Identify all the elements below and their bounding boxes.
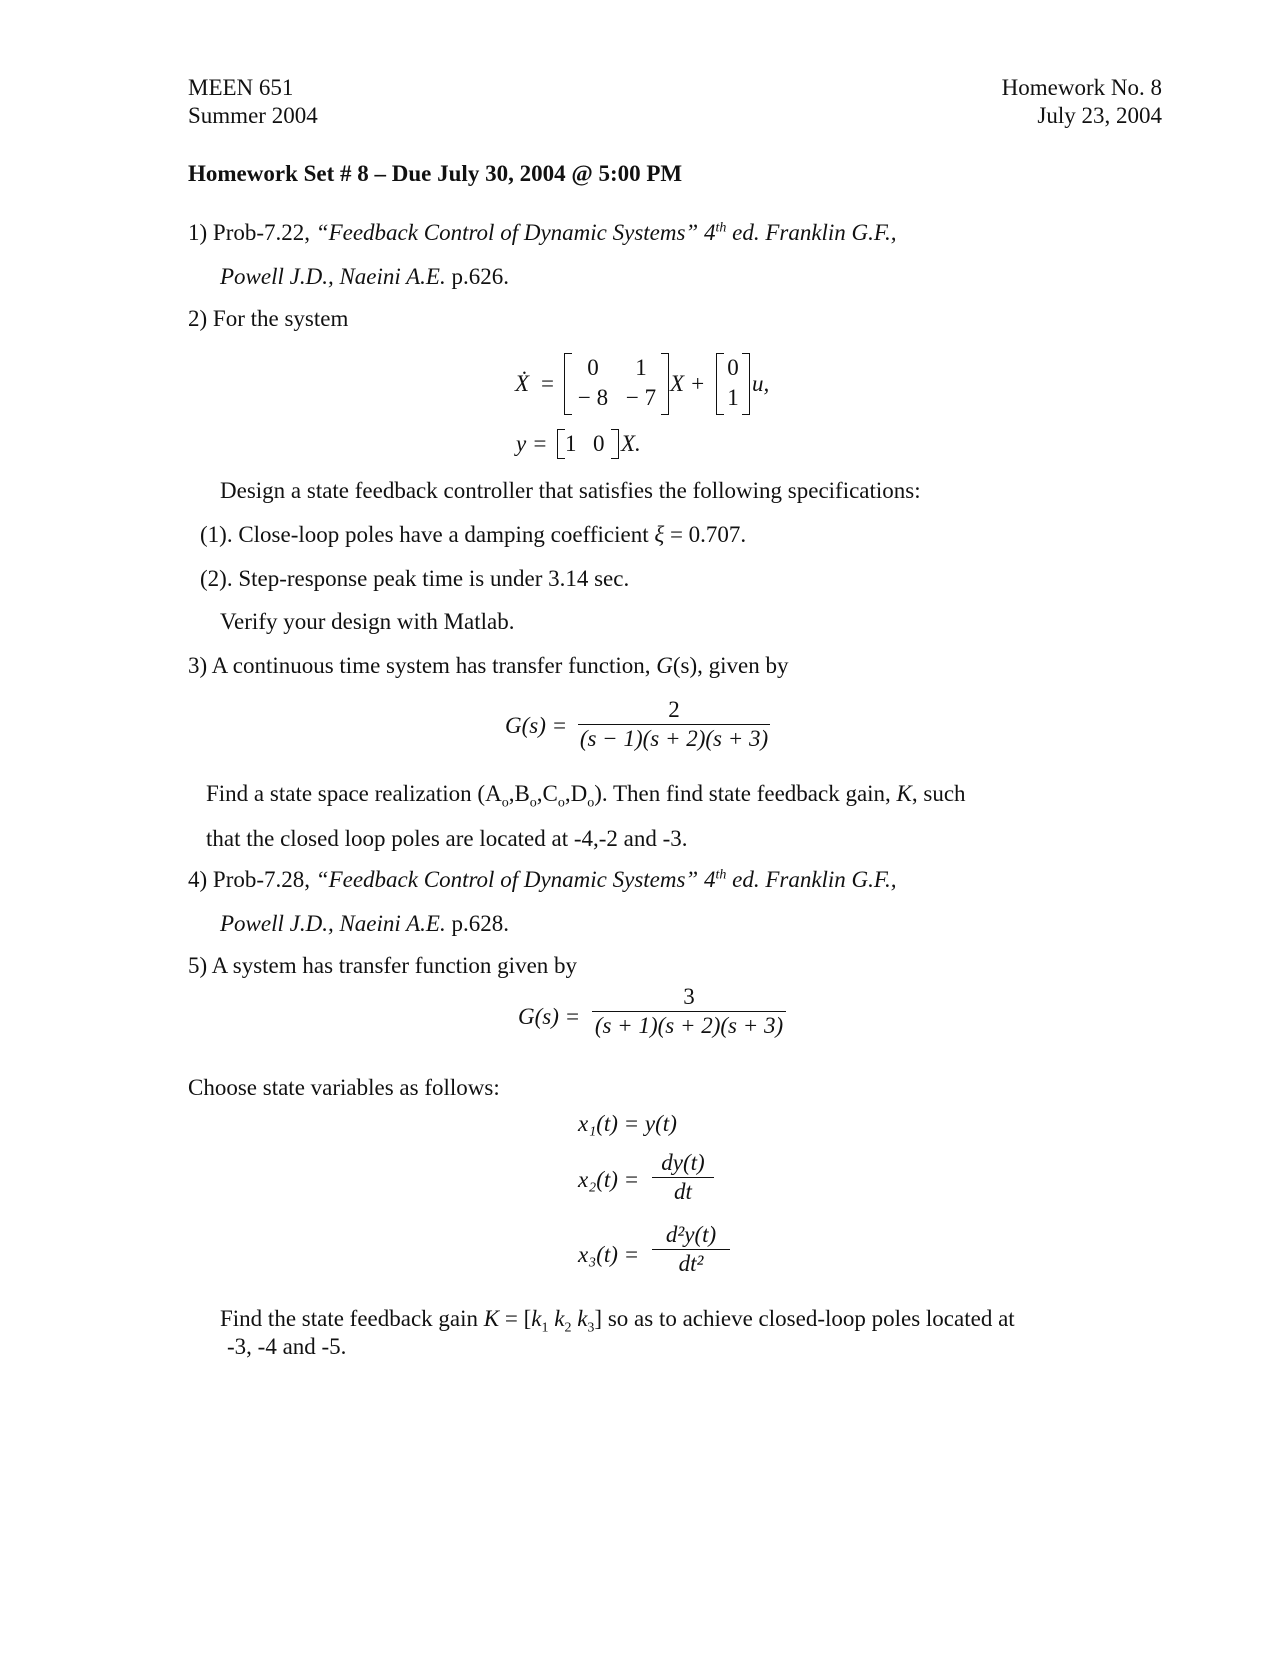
input-u: u, <box>752 371 770 396</box>
x-dot: Ẋ <box>515 371 530 396</box>
state-x2-denominator: dt <box>674 1179 692 1205</box>
tf-2-fraction <box>592 984 786 1039</box>
gain-k: K <box>483 1306 500 1331</box>
homework-date: July 23, 2004 <box>1037 103 1162 128</box>
state-x2-numerator: dy(t) <box>661 1150 705 1175</box>
problem-3 <box>188 653 789 679</box>
problem-3-find <box>206 781 966 812</box>
tf-2-lhs: G(s) = <box>518 1004 581 1029</box>
problem-3-s-arg: (s) <box>672 653 698 678</box>
subscript-1: 1 <box>541 1320 549 1336</box>
problem-5-find-text: Find the state feedback gain <box>220 1306 484 1331</box>
spec-1 <box>200 522 746 548</box>
problem-3-intro-end: , given by <box>697 653 789 678</box>
gain-k1: k <box>531 1306 542 1331</box>
problem-4-authors2: Powell J.D., Naeini A.E. <box>220 911 446 936</box>
matrix-a-cell: 0 <box>587 355 599 380</box>
equals-sign: = <box>541 371 554 396</box>
problem-2-design: Design a state feedback controller that satisfies the following specifications: <box>220 478 921 503</box>
problem-4-number: 4) <box>188 867 208 892</box>
b-label: ,B <box>508 781 530 806</box>
subscript-o: o <box>557 795 565 811</box>
problem-4-authors: ed. Franklin G.F., <box>726 867 897 892</box>
problem-1-sup: th <box>715 220 727 236</box>
state-x3-lhs: x₃(t) = <box>578 1242 640 1267</box>
problem-5-intro: A system has transfer function given by <box>211 953 578 978</box>
matrix-b-cell: 1 <box>727 385 739 410</box>
problem-5 <box>188 953 577 979</box>
matrix-a <box>564 353 669 415</box>
state-x3-denominator: dt² <box>678 1251 704 1277</box>
problem-4-sup: th <box>715 867 727 883</box>
xi-symbol: ξ <box>654 522 665 547</box>
state-x3-numerator: d²y(t) <box>665 1222 717 1247</box>
spec-1-text: (1). Close-loop poles have a damping coefficient <box>200 522 655 547</box>
matrix-c-cell: 1 <box>565 431 577 456</box>
state-x2-lhs: x₂(t) = <box>578 1167 640 1192</box>
problem-5-find <box>220 1306 1015 1337</box>
subscript-o: o <box>529 795 537 811</box>
state-x3-fraction <box>652 1222 730 1277</box>
problem-1-authors: ed. Franklin G.F., <box>726 220 897 245</box>
state-x1: x₁(t) = y(t) <box>578 1111 677 1136</box>
course-code: MEEN 651 <box>188 75 294 100</box>
problem-2 <box>188 306 348 332</box>
problem-2-number: 2) <box>188 306 208 331</box>
d-label: ,D <box>564 781 588 806</box>
state-x2-fraction <box>652 1150 714 1205</box>
problem-2-intro: For the system <box>212 306 349 331</box>
output-rhs: X. <box>621 431 641 456</box>
tf-1-denominator: (s − 1)(s + 2)(s + 3) <box>579 726 769 752</box>
problem-3-intro: 3) A continuous time system has transfer function, <box>188 653 657 678</box>
output-lhs: y = <box>516 431 548 456</box>
problem-1-authors2: Powell J.D., Naeini A.E. <box>220 264 446 289</box>
matrix-a-cell: − 8 <box>577 385 609 410</box>
problem-3-find-end: , such <box>911 781 966 806</box>
problem-4 <box>188 867 897 893</box>
problem-5-bracket: = [ <box>499 1306 532 1331</box>
problem-1 <box>188 220 897 246</box>
c-label: ,C <box>536 781 558 806</box>
problem-3-line2: that the closed loop poles are located at -4,-2 and -3. <box>206 826 688 851</box>
problem-1-line2 <box>220 264 509 290</box>
problem-4-page: p.628. <box>445 911 509 936</box>
problem-4-line2 <box>220 911 509 937</box>
spec-1-value: = 0.707. <box>664 522 747 547</box>
term: Summer 2004 <box>188 103 318 128</box>
problem-3-find-text: Find a state space realization (A <box>206 781 502 806</box>
problem-1-page: p.626. <box>445 264 509 289</box>
tf-1-fraction <box>578 697 770 752</box>
gain-k3: k <box>577 1306 588 1331</box>
problem-4-ref: Prob-7.28, <box>212 867 316 892</box>
page-title: Homework Set # 8 – Due July 30, 2004 @ 5:00 PM <box>188 161 683 186</box>
matrix-b-cell: 0 <box>727 355 739 380</box>
matrix-a-cell: 1 <box>635 355 647 380</box>
problem-1-number: 1) <box>188 220 208 245</box>
gain-k2: k <box>554 1306 565 1331</box>
subscript-o: o <box>501 795 509 811</box>
matrix-c <box>557 429 619 459</box>
problem-3-g: G <box>656 653 673 678</box>
matrix-b <box>716 353 750 415</box>
problem-5-number: 5) <box>188 953 208 978</box>
subscript-2: 2 <box>564 1320 572 1336</box>
gain-k: K <box>896 781 912 806</box>
subscript-o: o <box>587 795 595 811</box>
tf-2-denominator: (s + 1)(s + 2)(s + 3) <box>594 1013 784 1039</box>
matrix-c-cell: 0 <box>593 431 605 456</box>
subscript-3: 3 <box>587 1320 595 1336</box>
tf-1-lhs: G(s) = <box>505 713 568 738</box>
problem-5-find-end: ] so as to achieve closed-loop poles located at <box>594 1306 1015 1331</box>
problem-3-find-mid: ). Then find state feedback gain, <box>594 781 897 806</box>
problem-4-book: “Feedback Control of Dynamic Systems” 4 <box>315 867 716 892</box>
problem-1-book: “Feedback Control of Dynamic Systems” 4 <box>315 220 716 245</box>
problem-1-ref: Prob-7.22, <box>212 220 316 245</box>
problem-5-choose: Choose state variables as follows: <box>188 1075 500 1100</box>
matrix-a-cell: − 7 <box>625 385 657 410</box>
tf-1-numerator: 2 <box>668 697 680 722</box>
tf-2-numerator: 3 <box>683 984 695 1009</box>
problem-5-poles: -3, -4 and -5. <box>227 1334 347 1359</box>
homework-number: Homework No. 8 <box>1001 75 1162 100</box>
spec-2: (2). Step-response peak time is under 3.14 sec. <box>200 566 630 591</box>
x-vector-plus: X + <box>670 371 706 396</box>
verify-note: Verify your design with Matlab. <box>220 609 515 634</box>
